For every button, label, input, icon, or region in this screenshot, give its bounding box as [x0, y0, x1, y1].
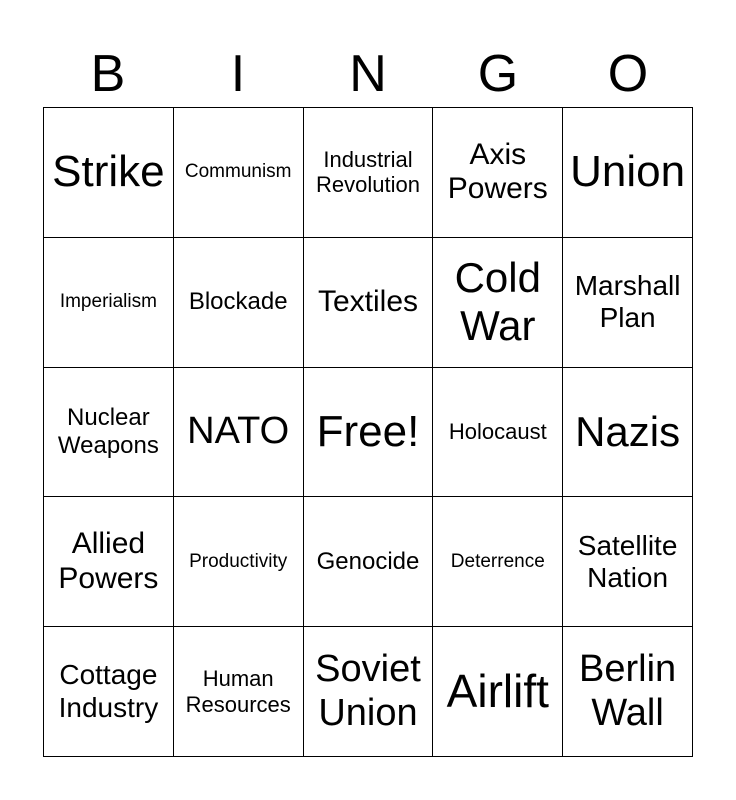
bingo-cell[interactable]	[304, 497, 434, 627]
bingo-cell[interactable]	[304, 108, 434, 238]
cell-label: Satellite Nation	[577, 529, 678, 593]
cell-label: Cold War	[454, 253, 541, 350]
bingo-cell[interactable]	[433, 368, 563, 498]
cell-label: Textiles	[317, 284, 419, 318]
bingo-cell[interactable]	[433, 627, 563, 757]
cell-label: Axis Powers	[447, 137, 548, 206]
cell-label: Blockade	[188, 288, 288, 316]
bingo-cell[interactable]	[304, 627, 434, 757]
cell-label: Strike	[52, 147, 165, 197]
bingo-board	[43, 107, 693, 757]
bingo-cell[interactable]	[433, 108, 563, 238]
cell-label: Nazis	[575, 407, 681, 455]
bingo-cell[interactable]	[44, 108, 174, 238]
bingo-cell[interactable]	[563, 368, 693, 498]
header-letter-i: I	[230, 45, 246, 103]
cell-label: Free!	[316, 406, 420, 456]
bingo-cell[interactable]	[174, 238, 304, 368]
cell-label: Human Resources	[185, 666, 291, 717]
cell-label: Cottage Industry	[58, 659, 159, 723]
cell-label: Soviet Union	[315, 647, 421, 734]
header-letter-g: G	[477, 45, 519, 103]
cell-label: Productivity	[189, 550, 288, 572]
cell-label: Industrial Revolution	[316, 147, 420, 198]
cell-label: Imperialism	[59, 291, 157, 313]
free-space[interactable]	[304, 368, 434, 498]
bingo-cell[interactable]	[44, 368, 174, 498]
bingo-cell[interactable]	[563, 497, 693, 627]
cell-label: Holocaust	[448, 419, 547, 445]
cell-label: Berlin Wall	[579, 647, 677, 734]
header-letter-o: O	[607, 45, 649, 103]
bingo-cell[interactable]	[433, 238, 563, 368]
cell-label: Genocide	[316, 547, 420, 575]
bingo-cell[interactable]	[563, 627, 693, 757]
bingo-cell[interactable]	[44, 238, 174, 368]
bingo-header	[43, 42, 693, 106]
header-letter-b: B	[90, 45, 126, 103]
cell-label: Union	[570, 147, 686, 197]
cell-label: Allied Powers	[58, 527, 159, 595]
bingo-cell[interactable]	[174, 108, 304, 238]
bingo-cell[interactable]	[44, 497, 174, 627]
cell-label: NATO	[187, 410, 290, 453]
bingo-cell[interactable]	[174, 368, 304, 498]
bingo-cell[interactable]	[44, 627, 174, 757]
bingo-cell[interactable]	[433, 497, 563, 627]
bingo-cell[interactable]	[304, 238, 434, 368]
cell-label: Communism	[184, 161, 292, 183]
bingo-cell[interactable]	[174, 627, 304, 757]
cell-label: Deterrence	[450, 550, 545, 572]
bingo-cell[interactable]	[563, 108, 693, 238]
cell-label: Airlift	[446, 665, 549, 718]
cell-label: Marshall Plan	[574, 270, 681, 334]
bingo-cell[interactable]	[563, 238, 693, 368]
bingo-cell[interactable]	[174, 497, 304, 627]
header-letter-n: N	[349, 45, 387, 103]
cell-label: Nuclear Weapons	[57, 404, 159, 459]
